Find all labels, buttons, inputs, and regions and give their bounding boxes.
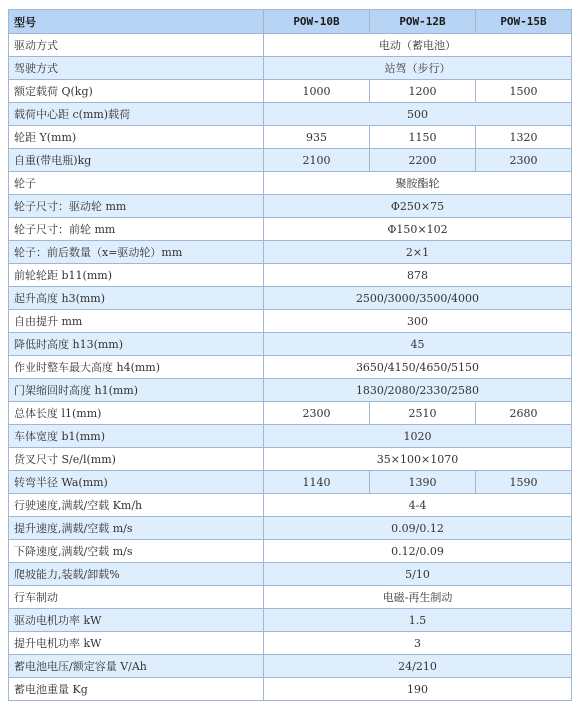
row-label: 驱动电机功率 kW [9, 609, 264, 632]
row-value: 1150 [370, 126, 476, 149]
table-row [9, 448, 572, 471]
row-label: 前轮轮距 b11(mm) [9, 264, 264, 287]
table-row [9, 333, 572, 356]
table-row [9, 195, 572, 218]
table-row [9, 80, 572, 103]
row-value: 2200 [370, 149, 476, 172]
row-label: 载荷中心距 c(mm)载荷 [9, 103, 264, 126]
row-label: 提升电机功率 kW [9, 632, 264, 655]
row-label: 行驶速度,满载/空载 Km/h [9, 494, 264, 517]
table-row [9, 609, 572, 632]
row-value: 1500 [476, 80, 572, 103]
row-value: 3 [264, 632, 572, 655]
row-value: 35×100×1070 [264, 448, 572, 471]
spec-table [8, 9, 572, 701]
row-label: 自重(带电瓶)kg [9, 149, 264, 172]
row-label: 驱动方式 [9, 34, 264, 57]
row-label: 自由提升 mm [9, 310, 264, 333]
row-label: 降低时高度 h13(mm) [9, 333, 264, 356]
row-label: 蓄电池重量 Kg [9, 678, 264, 701]
table-row [9, 494, 572, 517]
table-row [9, 172, 572, 195]
table-row [9, 57, 572, 80]
table-row [9, 402, 572, 425]
table-row [9, 264, 572, 287]
row-value: 3650/4150/4650/5150 [264, 356, 572, 379]
table-row [9, 563, 572, 586]
row-label: 轮子尺寸：驱动轮 mm [9, 195, 264, 218]
row-value: 935 [264, 126, 370, 149]
row-value: 2510 [370, 402, 476, 425]
row-value: 500 [264, 103, 572, 126]
row-value: 190 [264, 678, 572, 701]
table-row [9, 471, 572, 494]
row-label: 蓄电池电压/额定容量 V/Ah [9, 655, 264, 678]
row-value: 300 [264, 310, 572, 333]
row-value: 1140 [264, 471, 370, 494]
row-label: 起升高度 h3(mm) [9, 287, 264, 310]
row-label: 轮子：前后数量（x=驱动轮）mm [9, 241, 264, 264]
row-value: 聚胺酯轮 [264, 172, 572, 195]
row-value: 2300 [264, 402, 370, 425]
row-label: 爬坡能力,装载/卸载% [9, 563, 264, 586]
row-value: 电动（蓄电池） [264, 34, 572, 57]
model-header: POW-12B [370, 10, 476, 34]
row-value: 24/210 [264, 655, 572, 678]
table-row [9, 34, 572, 57]
row-label: 驾驶方式 [9, 57, 264, 80]
row-label: 门架缩回时高度 h1(mm) [9, 379, 264, 402]
table-row [9, 425, 572, 448]
row-label: 下降速度,满载/空载 m/s [9, 540, 264, 563]
row-value: 2680 [476, 402, 572, 425]
row-value: 5/10 [264, 563, 572, 586]
row-value: Φ150×102 [264, 218, 572, 241]
row-value: 2300 [476, 149, 572, 172]
row-value: 1830/2080/2330/2580 [264, 379, 572, 402]
model-header: POW-10B [264, 10, 370, 34]
model-header: POW-15B [476, 10, 572, 34]
row-label: 车体宽度 b1(mm) [9, 425, 264, 448]
row-value: 0.12/0.09 [264, 540, 572, 563]
row-value: 0.09/0.12 [264, 517, 572, 540]
table-row [9, 310, 572, 333]
table-row [9, 632, 572, 655]
row-label: 轮子 [9, 172, 264, 195]
row-value: 1200 [370, 80, 476, 103]
table-row [9, 517, 572, 540]
table-row [9, 241, 572, 264]
row-value: 2×1 [264, 241, 572, 264]
table-row [9, 103, 572, 126]
row-value: 电磁-再生制动 [264, 586, 572, 609]
row-label: 行车制动 [9, 586, 264, 609]
table-row [9, 356, 572, 379]
row-label: 轮子尺寸：前轮 mm [9, 218, 264, 241]
row-value: 1590 [476, 471, 572, 494]
row-label: 货叉尺寸 S/e/l(mm) [9, 448, 264, 471]
table-row [9, 678, 572, 701]
row-value: Φ250×75 [264, 195, 572, 218]
spec-table-body [9, 10, 572, 701]
row-value: 2500/3000/3500/4000 [264, 287, 572, 310]
row-label: 转弯半径 Wa(mm) [9, 471, 264, 494]
table-row [9, 379, 572, 402]
row-value: 1000 [264, 80, 370, 103]
table-row [9, 287, 572, 310]
row-value: 1390 [370, 471, 476, 494]
table-row [9, 218, 572, 241]
row-value: 1.5 [264, 609, 572, 632]
row-label: 额定载荷 Q(kg) [9, 80, 264, 103]
table-row [9, 540, 572, 563]
row-value: 2100 [264, 149, 370, 172]
table-row [9, 655, 572, 678]
row-value: 1020 [264, 425, 572, 448]
row-value: 站驾（步行） [264, 57, 572, 80]
table-row [9, 586, 572, 609]
row-label: 提升速度,满载/空载 m/s [9, 517, 264, 540]
row-value: 45 [264, 333, 572, 356]
row-label: 总体长度 l1(mm) [9, 402, 264, 425]
row-label: 轮距 Y(mm) [9, 126, 264, 149]
row-value: 1320 [476, 126, 572, 149]
row-value: 4-4 [264, 494, 572, 517]
table-row [9, 126, 572, 149]
table-row [9, 149, 572, 172]
row-value: 878 [264, 264, 572, 287]
header-label: 型号 [9, 10, 264, 34]
table-header-row [9, 10, 572, 34]
row-label: 作业时整车最大高度 h4(mm) [9, 356, 264, 379]
